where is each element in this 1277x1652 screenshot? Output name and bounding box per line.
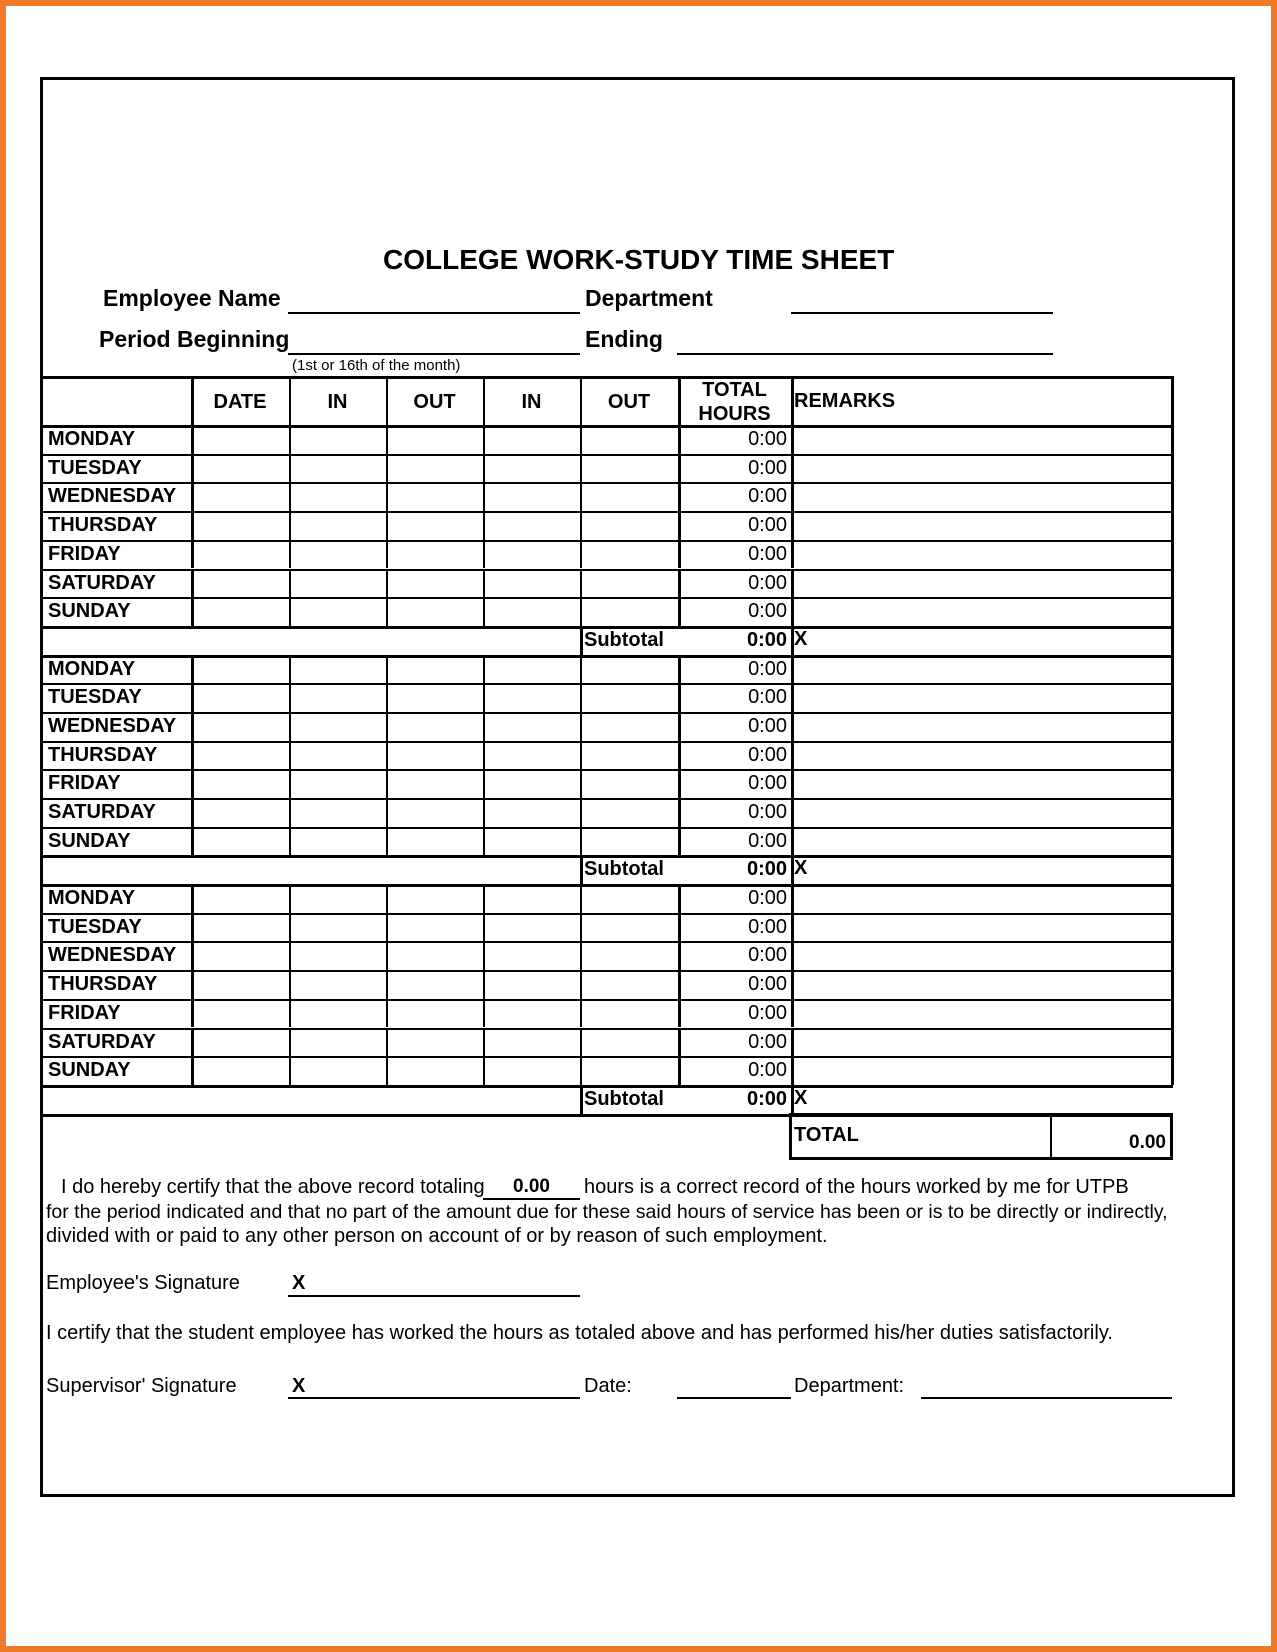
header-column-divider <box>791 376 794 425</box>
hours-table <box>43 80 1232 1200</box>
time-in-cell[interactable] <box>485 599 578 624</box>
time-out-cell[interactable] <box>582 1001 676 1026</box>
time-out-cell[interactable] <box>388 714 481 739</box>
date-cell[interactable] <box>193 829 287 854</box>
time-in-cell[interactable] <box>291 800 384 825</box>
time-in-cell[interactable] <box>291 943 384 968</box>
time-in-cell[interactable] <box>485 657 578 682</box>
cell-divider <box>678 941 681 970</box>
time-out-cell[interactable] <box>388 513 481 538</box>
time-out-cell[interactable] <box>388 657 481 682</box>
time-out-cell[interactable] <box>388 972 481 997</box>
remarks-cell[interactable] <box>794 484 1168 509</box>
total-hours-value: 0:00 <box>748 428 787 450</box>
time-sheet-form <box>40 77 1235 1497</box>
date-cell[interactable] <box>193 513 287 538</box>
remarks-cell[interactable] <box>794 1001 1168 1026</box>
cell-divider <box>678 970 681 999</box>
time-out-cell[interactable] <box>388 1001 481 1026</box>
day-label: SATURDAY <box>48 801 156 823</box>
time-out-cell[interactable] <box>388 542 481 567</box>
period-beginning-label: Period Beginning <box>99 326 290 352</box>
time-out-cell[interactable] <box>388 829 481 854</box>
date-cell[interactable] <box>193 599 287 624</box>
remarks-cell[interactable] <box>794 542 1168 567</box>
total-hours-value: 0:00 <box>748 714 787 737</box>
time-in-cell[interactable] <box>291 427 384 452</box>
total-hours-value: 0:00 <box>748 657 787 680</box>
header-in-2: IN <box>521 391 542 413</box>
time-out-cell[interactable] <box>582 886 676 911</box>
time-out-cell[interactable] <box>388 886 481 911</box>
time-out-cell[interactable] <box>582 743 676 768</box>
header-total-hours-line1: TOTAL <box>702 379 767 401</box>
cell-divider <box>678 827 681 856</box>
subtotal-divider <box>580 626 583 655</box>
time-out-cell[interactable] <box>388 1030 481 1055</box>
time-out-cell[interactable] <box>582 800 676 825</box>
total-hours-value: 0:00 <box>748 600 787 623</box>
total-hours-value: 0:00 <box>748 743 787 766</box>
cell-divider <box>678 1056 681 1085</box>
time-in-cell[interactable] <box>291 743 384 768</box>
remarks-cell[interactable] <box>794 800 1168 825</box>
total-hours-value: 0:00 <box>748 514 787 537</box>
time-out-cell[interactable] <box>388 456 481 481</box>
time-in-cell[interactable] <box>291 685 384 710</box>
time-in-cell[interactable] <box>485 571 578 596</box>
time-out-cell[interactable] <box>388 771 481 796</box>
time-in-cell[interactable] <box>485 484 578 509</box>
certify-line2: for the period indicated and that no part of the amount due for these said hours of service has been or is to be directly or indirectly, <box>46 1201 1168 1223</box>
day-label: SUNDAY <box>48 600 131 623</box>
total-hours-value: 0:00 <box>748 485 787 508</box>
supervisor-statement: I certify that the student employee has worked the hours as totaled above and has performed his/her duties satisfactorily. <box>46 1322 1113 1344</box>
time-in-cell[interactable] <box>485 1030 578 1055</box>
day-label: SUNDAY <box>48 829 131 852</box>
remarks-cell[interactable] <box>794 456 1168 481</box>
subtotal-label: Subtotal <box>584 628 664 651</box>
subtotal-bottom-border <box>43 1114 1173 1117</box>
time-out-cell[interactable] <box>388 427 481 452</box>
total-hours-value: 0:00 <box>748 1059 787 1082</box>
cell-divider <box>678 511 681 540</box>
total-hours-value: 0:00 <box>748 1001 787 1024</box>
total-hours-value: 0:00 <box>748 1030 787 1053</box>
date-cell[interactable] <box>193 800 287 825</box>
date-cell[interactable] <box>193 886 287 911</box>
day-label: THURSDAY <box>48 514 158 537</box>
subtotal-mark: X <box>794 627 808 650</box>
time-in-cell[interactable] <box>485 456 578 481</box>
remarks-cell[interactable] <box>794 714 1168 739</box>
time-in-cell[interactable] <box>485 513 578 538</box>
remarks-cell[interactable] <box>794 571 1168 596</box>
time-out-cell[interactable] <box>388 599 481 624</box>
time-in-cell[interactable] <box>291 714 384 739</box>
time-out-cell[interactable] <box>388 685 481 710</box>
remarks-cell[interactable] <box>794 427 1168 452</box>
day-label: FRIDAY <box>48 542 121 565</box>
date-cell[interactable] <box>193 484 287 509</box>
total-hours-value: 0:00 <box>748 542 787 565</box>
time-in-cell[interactable] <box>291 972 384 997</box>
time-out-cell[interactable] <box>582 484 676 509</box>
cell-divider <box>678 999 681 1028</box>
certify-line1-prefix: I do hereby certify that the above record totaling <box>61 1176 485 1198</box>
time-out-cell[interactable] <box>582 571 676 596</box>
cell-divider <box>678 741 681 770</box>
time-out-cell[interactable] <box>582 714 676 739</box>
subtotal-value: 0:00 <box>746 1087 787 1110</box>
time-in-cell[interactable] <box>291 1058 384 1083</box>
day-label: MONDAY <box>48 657 136 680</box>
time-in-cell[interactable] <box>485 542 578 567</box>
day-label: MONDAY <box>48 887 136 909</box>
cell-divider <box>678 425 681 454</box>
time-out-cell[interactable] <box>582 972 676 997</box>
date-cell[interactable] <box>193 743 287 768</box>
date-cell[interactable] <box>193 456 287 481</box>
remarks-cell[interactable] <box>794 886 1168 911</box>
remarks-cell[interactable] <box>794 943 1168 968</box>
remarks-cell[interactable] <box>794 829 1168 854</box>
employee-signature-label: Employee's Signature <box>46 1272 240 1294</box>
period-note: (1st or 16th of the month) <box>292 357 461 374</box>
time-out-cell[interactable] <box>388 800 481 825</box>
time-out-cell[interactable] <box>582 456 676 481</box>
time-in-cell[interactable] <box>291 456 384 481</box>
time-in-cell[interactable] <box>485 1058 578 1083</box>
total-hours-value: 0:00 <box>748 829 787 852</box>
time-in-cell[interactable] <box>291 771 384 796</box>
employee-signature-field[interactable] <box>288 1295 580 1297</box>
header-date: DATE <box>213 391 267 413</box>
date-cell[interactable] <box>193 571 287 596</box>
date-cell[interactable] <box>193 657 287 682</box>
cell-divider <box>678 913 681 942</box>
time-in-cell[interactable] <box>291 484 384 509</box>
header-column-divider <box>483 376 485 425</box>
date-cell[interactable] <box>193 771 287 796</box>
date-cell[interactable] <box>193 714 287 739</box>
time-in-cell[interactable] <box>485 943 578 968</box>
supervisor-date-label: Date: <box>584 1375 632 1397</box>
supervisor-department-label: Department: <box>794 1375 905 1397</box>
time-in-cell[interactable] <box>485 829 578 854</box>
remarks-cell[interactable] <box>794 915 1168 940</box>
date-cell[interactable] <box>193 915 287 940</box>
certify-line3: divided with or paid to any other person on account of or by reason of such employment. <box>46 1225 828 1247</box>
time-in-cell[interactable] <box>291 915 384 940</box>
subtotal-label: Subtotal <box>584 858 664 881</box>
time-in-cell[interactable] <box>485 800 578 825</box>
remarks-cell[interactable] <box>794 1030 1168 1055</box>
remarks-cell[interactable] <box>794 513 1168 538</box>
supervisor-date-field[interactable] <box>677 1397 791 1399</box>
time-out-cell[interactable] <box>388 484 481 509</box>
time-out-cell[interactable] <box>582 915 676 940</box>
day-label: MONDAY <box>48 428 136 450</box>
day-label: THURSDAY <box>48 973 158 996</box>
date-cell[interactable] <box>193 542 287 567</box>
supervisor-signature-field[interactable] <box>288 1397 580 1399</box>
subtotal-mark: X <box>794 857 808 880</box>
date-cell[interactable] <box>193 1001 287 1026</box>
date-cell[interactable] <box>193 972 287 997</box>
header-column-divider <box>580 376 582 425</box>
header-column-divider <box>678 376 681 425</box>
remarks-cell[interactable] <box>794 972 1168 997</box>
header-column-divider <box>289 376 291 425</box>
grand-total-divider <box>1050 1114 1052 1158</box>
cell-divider <box>678 569 681 598</box>
header-column-divider <box>386 376 388 425</box>
time-in-cell[interactable] <box>291 513 384 538</box>
time-in-cell[interactable] <box>485 685 578 710</box>
time-out-cell[interactable] <box>388 743 481 768</box>
remarks-cell[interactable] <box>794 743 1168 768</box>
total-hours-value: 0:00 <box>748 772 787 795</box>
time-in-cell[interactable] <box>291 571 384 596</box>
time-out-cell[interactable] <box>582 427 676 452</box>
time-in-cell[interactable] <box>291 542 384 567</box>
total-hours-value: 0:00 <box>748 571 787 594</box>
subtotal-value: 0:00 <box>746 858 787 881</box>
day-label: SUNDAY <box>48 1059 131 1082</box>
time-out-cell[interactable] <box>582 829 676 854</box>
day-label: SATURDAY <box>48 571 156 594</box>
time-out-cell[interactable] <box>582 657 676 682</box>
date-cell[interactable] <box>193 943 287 968</box>
time-in-cell[interactable] <box>485 743 578 768</box>
day-label: FRIDAY <box>48 1001 121 1024</box>
time-out-cell[interactable] <box>582 1058 676 1083</box>
total-hours-value: 0:00 <box>748 686 787 709</box>
cell-divider <box>678 655 681 684</box>
total-hours-value: 0:00 <box>748 973 787 996</box>
time-out-cell[interactable] <box>582 685 676 710</box>
department-label: Department <box>585 285 713 311</box>
header-total-hours-line2: HOURS <box>698 403 771 425</box>
supervisor-signature-mark: X <box>292 1375 306 1397</box>
form-title: COLLEGE WORK-STUDY TIME SHEET <box>383 244 895 275</box>
header-remarks: REMARKS <box>794 390 896 412</box>
remarks-cell[interactable] <box>794 685 1168 710</box>
subtotal-divider <box>580 855 583 884</box>
ending-label: Ending <box>585 326 663 352</box>
subtotal-label: Subtotal <box>584 1087 664 1110</box>
cell-divider <box>678 798 681 827</box>
day-label: SATURDAY <box>48 1030 156 1053</box>
time-out-cell[interactable] <box>388 943 481 968</box>
time-in-cell[interactable] <box>291 1001 384 1026</box>
day-label: THURSDAY <box>48 743 158 766</box>
time-in-cell[interactable] <box>485 771 578 796</box>
cell-divider <box>678 712 681 741</box>
time-in-cell[interactable] <box>291 886 384 911</box>
total-hours-value: 0:00 <box>748 915 787 938</box>
time-out-cell[interactable] <box>582 1030 676 1055</box>
time-in-cell[interactable] <box>485 714 578 739</box>
cell-divider <box>678 683 681 712</box>
remarks-cell[interactable] <box>794 657 1168 682</box>
subtotal-mark: X <box>794 1086 808 1109</box>
remarks-cell[interactable] <box>794 1058 1168 1083</box>
remarks-cell[interactable] <box>794 771 1168 796</box>
table-top-border <box>43 376 1173 379</box>
day-label: TUESDAY <box>48 686 142 709</box>
day-label: TUESDAY <box>48 456 142 479</box>
cell-divider <box>678 884 681 913</box>
supervisor-signature-label: Supervisor' Signature <box>46 1375 237 1397</box>
employee-signature-mark: X <box>292 1272 306 1294</box>
cell-divider <box>678 482 681 511</box>
certify-total-value: 0.00 <box>513 1176 550 1197</box>
header-out-1: OUT <box>413 391 456 413</box>
cell-divider <box>678 769 681 798</box>
time-out-cell[interactable] <box>582 599 676 624</box>
cell-divider <box>678 1028 681 1057</box>
time-out-cell[interactable] <box>582 542 676 567</box>
time-out-cell[interactable] <box>388 915 481 940</box>
time-out-cell[interactable] <box>388 1058 481 1083</box>
employee-name-label: Employee Name <box>103 285 281 311</box>
time-in-cell[interactable] <box>485 1001 578 1026</box>
time-in-cell[interactable] <box>485 886 578 911</box>
time-in-cell[interactable] <box>485 427 578 452</box>
subtotal-divider <box>580 1085 583 1114</box>
date-cell[interactable] <box>193 685 287 710</box>
day-label: WEDNESDAY <box>48 944 177 967</box>
grand-total-label: TOTAL <box>794 1124 859 1146</box>
supervisor-department-field[interactable] <box>921 1397 1172 1399</box>
day-label: FRIDAY <box>48 772 121 795</box>
total-hours-value: 0:00 <box>748 801 787 823</box>
cell-divider <box>678 540 681 569</box>
time-out-cell[interactable] <box>388 571 481 596</box>
time-in-cell[interactable] <box>485 915 578 940</box>
date-cell[interactable] <box>193 1030 287 1055</box>
day-label: WEDNESDAY <box>48 485 177 508</box>
subtotal-value: 0:00 <box>746 628 787 651</box>
total-hours-value: 0:00 <box>748 456 787 479</box>
grand-total-value: 0.00 <box>1129 1132 1166 1153</box>
date-cell[interactable] <box>193 1058 287 1083</box>
day-label: TUESDAY <box>48 915 142 938</box>
time-in-cell[interactable] <box>291 829 384 854</box>
header-out-2: OUT <box>607 391 651 413</box>
time-in-cell[interactable] <box>485 972 578 997</box>
day-label: WEDNESDAY <box>48 714 177 737</box>
remarks-cell[interactable] <box>794 599 1168 624</box>
cell-divider <box>678 597 681 626</box>
cell-divider <box>678 454 681 483</box>
time-in-cell[interactable] <box>291 1030 384 1055</box>
time-out-cell[interactable] <box>582 513 676 538</box>
header-in-1: IN <box>327 391 348 413</box>
certify-line1-suffix: hours is a correct record of the hours worked by me for UTPB <box>584 1176 1129 1198</box>
certify-total-field <box>483 1198 580 1200</box>
date-cell[interactable] <box>193 427 287 452</box>
total-hours-value: 0:00 <box>748 944 787 967</box>
time-in-cell[interactable] <box>291 657 384 682</box>
header-column-divider <box>191 376 194 425</box>
time-in-cell[interactable] <box>291 599 384 624</box>
total-hours-value: 0:00 <box>748 887 787 909</box>
time-out-cell[interactable] <box>582 771 676 796</box>
time-out-cell[interactable] <box>582 943 676 968</box>
